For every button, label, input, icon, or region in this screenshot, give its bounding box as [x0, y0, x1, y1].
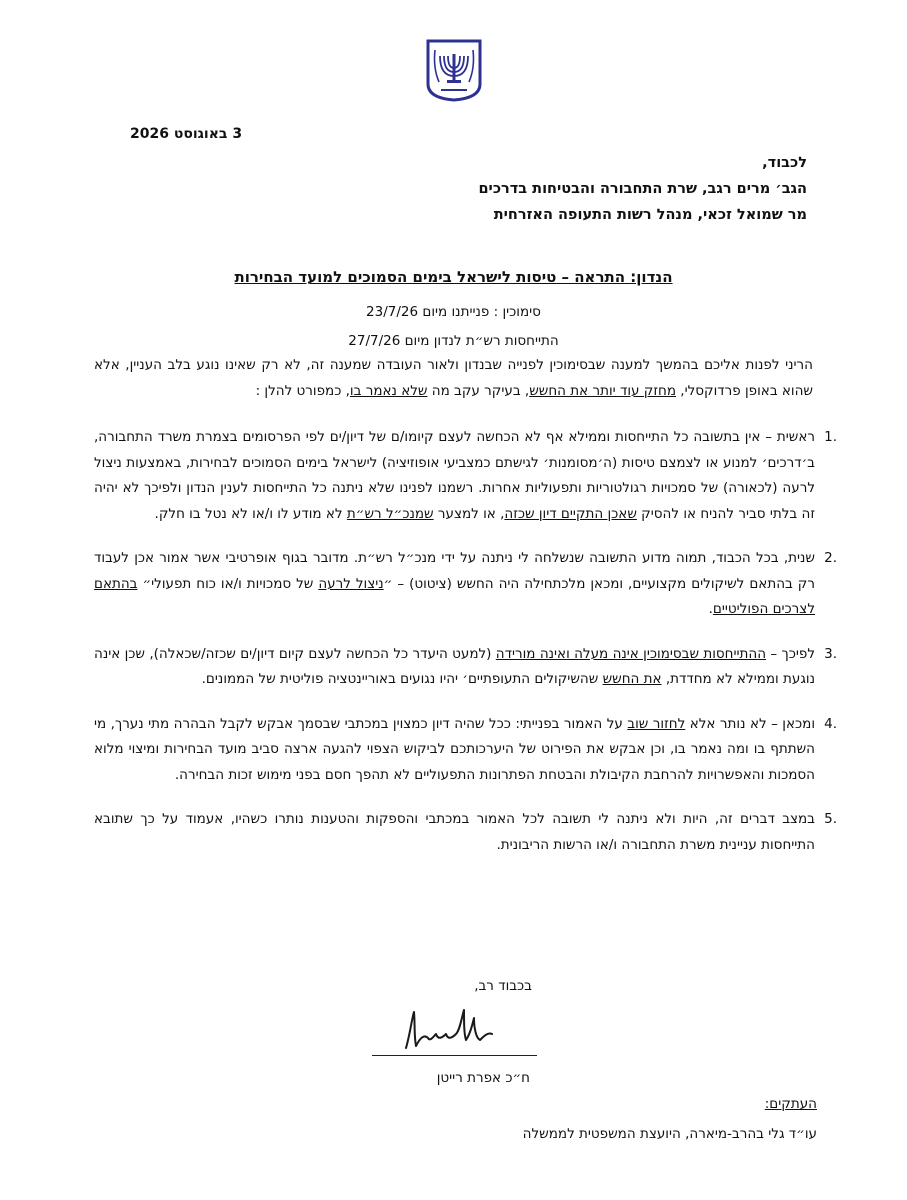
underlined-phrase: ההתייחסות שבסימוכין אינה מעלה ואינה מורידה — [495, 645, 767, 662]
item-number: 1. — [824, 429, 837, 445]
underlined-phrase: לחזור שוב — [627, 715, 686, 732]
reference-line: סימוכין : פנייתנו מיום 23/7/26 — [366, 304, 541, 320]
addressee-line: מר שמואל זכאי, מנהל רשות התעופה האזרחית — [493, 207, 807, 223]
item-text: לפיכך – — [766, 645, 815, 662]
reference-line: התייחסות רש״ת לנדון מיום 27/7/26 — [348, 333, 559, 349]
addressee-line: הגב׳ מרים רגב, שרת התחבורה והבטיחות בדרכים — [478, 181, 807, 197]
item-text: , או למצער — [433, 505, 505, 522]
item-text: ומכאן – לא נותר אלא — [685, 715, 815, 732]
signature-image — [400, 1004, 520, 1052]
copy-recipient: עו״ד גלי בהרב-מיארה, היועצת המשפטית לממשלה — [522, 1126, 817, 1142]
item-number: 4. — [824, 715, 837, 732]
intro-text: , כמפורט להלן : — [255, 382, 350, 399]
numbered-list — [94, 425, 837, 877]
closing-salutation: בכבוד רב, — [474, 978, 532, 994]
item-text: ראשית – אין בתשובה כל התייחסות וממילא אף לא הכחשה לעצם קיומו/ם של דיון/ים לפי הפרסומים בצמרת משרד התחבורה, ב׳דרכים׳ למנוע או לצמצם טיסות (ה׳מסומנות׳ לגישתם כמצביעי אופוזיציה) לישראל בימים הסמוכים לבחירות, באמצעות ניצול לרעה (לכאורה) של סמכויות רגולטוריות ותפעוליות אחרות. רשמנו לפנינו שלא ניתנה כל התייחסות לענין הנדון ולפיכך לא יהיה זה בלתי סביר להניח או להסיק — [94, 429, 815, 522]
item-text: . — [708, 601, 713, 617]
copies-label: העתקים: — [764, 1096, 817, 1112]
state-emblem-icon — [425, 38, 483, 102]
subject-line: הנדון: התראה – טיסות לישראל בימים הסמוכים למועד הבחירות — [234, 268, 673, 286]
item-text: לא מודע לו ו/או לא נטל בו חלק. — [154, 505, 347, 522]
list-item — [94, 425, 837, 527]
intro-paragraph — [94, 353, 813, 404]
underlined-phrase: שלא נאמר בו — [349, 382, 428, 399]
item-number: 3. — [824, 645, 837, 662]
underlined-phrase: מחזק עוד יותר את החשש — [529, 382, 676, 399]
underlined-phrase: שמנכ״ל רש״ת — [346, 505, 434, 522]
letter-date: 3 באוגוסט 2026 — [130, 126, 243, 142]
item-text: על האמור בפנייתי: ככל שהיה דיון כמצוין במכתבי שבסמך אבקש לקבל הבהרה מתי נערך, מי השתתף בו ומה נאמר בו, וכן אבקש את הפירוט של היערכותכם לביקוש הצפוי להגעה ארצה סביב מועד הבחירות ומיצוי מלוא הסמכות והאפשרויות להרחבת הקיבולת והבטחת הפתרונות התפעוליים לא תהפך חסם בפני מימוש זכות הבחירה. — [94, 715, 815, 783]
greeting: לכבוד, — [762, 155, 807, 171]
underlined-phrase: את החשש — [602, 671, 662, 687]
list-item — [94, 642, 837, 693]
addressees-block — [207, 150, 807, 228]
intro-text: הריני לפנות אליכם בהמשך למענה שבסימוכין לפנייה שבנדון ולאור העובדה שמענה זה, לא רק שאינו נוגע בלב העניין, אלא שהוא באופן פרדוקסלי, — [94, 357, 813, 399]
item-text: במצב דברים זה, היות ולא ניתנה לי תשובה לכל האמור במכתבי והספקות והטענות נותרו כשהיו, אעמוד על כך שתובא התייחסות עניינית משרת התחבורה ו/או הרשות הריבונית. — [94, 811, 815, 853]
item-text: שהשיקולים התעופתיים׳ יהיו נגועים באוריינטציה פוליטית של הממונים. — [201, 671, 603, 687]
item-text: (למעט היעדר כל הכחשה לעצם קיום דיון/ים שכזה/שכאלה), שכן אינה נוגעת וממילא לא מחדדת, — [94, 645, 815, 687]
underlined-phrase: שאכן התקיים דיון שכזה — [504, 505, 637, 522]
item-text: שנית, בכל הכבוד, תמוה מדוע התשובה שנשלחה לי ניתנה על ידי מנכ״ל רש״ת. מדובר בגוף אופרטיבי אשר אמור אכן לעבוד רק בהתאם לשיקולים מקצועיים, ומכאן מלכתחילה היה החשש (ציטוט) – ״ — [94, 550, 816, 592]
signer-name: ח״כ אפרת רייטן — [436, 1070, 530, 1086]
list-item — [94, 712, 837, 789]
intro-text: , בעיקר עקב מה — [427, 382, 530, 399]
list-item — [94, 807, 837, 858]
underlined-phrase: בהתאם לצרכים הפוליטיים — [94, 575, 815, 617]
item-text: של סמכויות ו/או כוח תפעולי״ — [137, 575, 319, 592]
signature-line — [372, 1055, 537, 1056]
list-item — [94, 546, 837, 623]
item-number: 2. — [824, 550, 837, 566]
underlined-phrase: ניצול לרעה — [318, 575, 384, 592]
references-block — [100, 298, 807, 356]
item-number: 5. — [824, 811, 837, 827]
